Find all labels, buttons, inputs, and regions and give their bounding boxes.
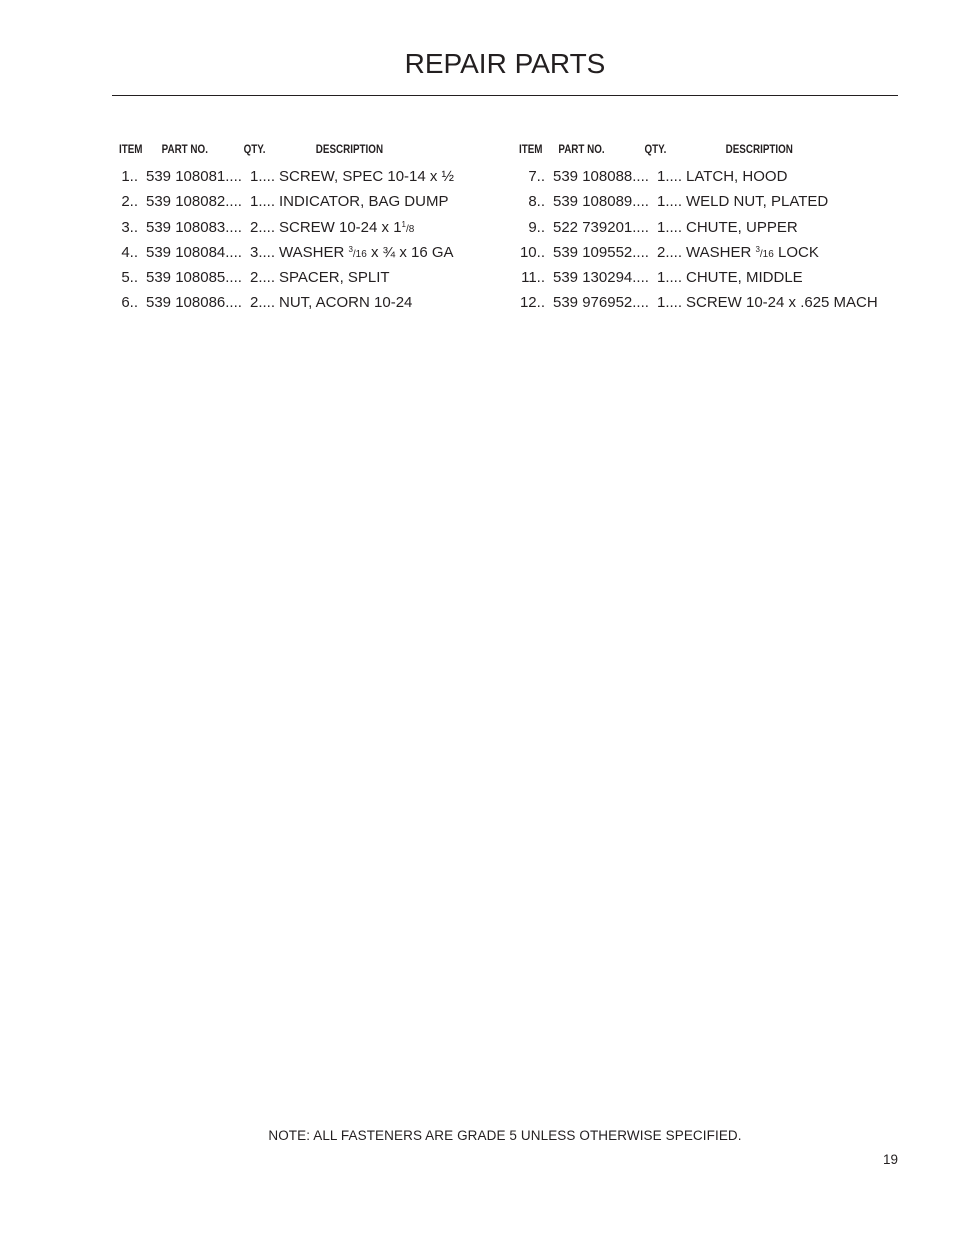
- item-number: 9..: [528, 218, 545, 236]
- item-number: 12..: [519, 294, 545, 312]
- part-number: 539 130294....: [553, 269, 649, 287]
- item-number: 4..: [121, 243, 138, 261]
- fraction-numerator: 3: [755, 244, 760, 254]
- quantity: 2....: [657, 243, 683, 261]
- item-number: 7..: [528, 168, 545, 185]
- fraction-denominator: /16: [352, 248, 367, 260]
- description: [686, 294, 878, 311]
- description-text: LATCH, HOOD: [686, 168, 788, 185]
- part-number: 539 109552....: [553, 243, 649, 261]
- header-part-no: PART NO.: [558, 142, 605, 156]
- description: [279, 168, 454, 185]
- fraction-denominator: /8: [406, 223, 415, 235]
- description-text-after: x ¾ x 16 GA: [366, 243, 454, 261]
- part-number: 522 739201....: [553, 218, 649, 236]
- description-text: SCREW, SPEC 10-14 x ½: [279, 168, 455, 185]
- quantity: 2....: [250, 269, 276, 287]
- description: [686, 269, 803, 286]
- item-number: 1..: [121, 168, 138, 185]
- part-number: 539 976952....: [553, 294, 649, 312]
- header-description: DESCRIPTION: [315, 142, 384, 156]
- part-number: 539 108088....: [553, 168, 649, 185]
- item-number: 3..: [121, 218, 138, 236]
- fastener-note: NOTE: ALL FASTENERS ARE GRADE 5 UNLESS OTHERWISE SPECIFIED.: [268, 1128, 742, 1143]
- quantity: 1....: [657, 218, 683, 236]
- description-text: INDICATOR, BAG DUMP: [279, 193, 449, 211]
- header-qty: QTY.: [644, 142, 667, 156]
- description-text: CHUTE, MIDDLE: [686, 269, 803, 287]
- quantity: 1....: [657, 294, 683, 312]
- description: [279, 244, 454, 261]
- fraction-denominator: /16: [759, 248, 774, 260]
- header-qty: QTY.: [243, 142, 266, 156]
- part-number: 539 108084....: [146, 243, 242, 261]
- part-number: 539 108081....: [146, 168, 242, 185]
- description: [279, 219, 414, 236]
- item-number: 2..: [121, 193, 138, 211]
- part-number: 539 108089....: [553, 193, 649, 211]
- page-number: 19: [882, 1152, 898, 1167]
- part-number: 539 108083....: [146, 218, 242, 236]
- description-text: SCREW 10-24 x 1: [279, 218, 402, 236]
- part-number: 539 108085....: [146, 269, 242, 287]
- fraction: [401, 219, 415, 235]
- description-text-after: LOCK: [773, 243, 819, 261]
- description: [279, 193, 448, 210]
- description: [686, 244, 819, 261]
- header-description: DESCRIPTION: [725, 142, 793, 156]
- description-text: SPACER, SPLIT: [279, 269, 390, 287]
- description-text: WELD NUT, PLATED: [686, 193, 829, 211]
- part-number: 539 108086....: [146, 294, 242, 312]
- description: [279, 269, 390, 286]
- description: [686, 193, 828, 210]
- header-item: ITEM: [119, 142, 143, 156]
- item-number: 10..: [519, 243, 545, 261]
- quantity: 1....: [250, 168, 276, 185]
- page-title: REPAIR PARTS: [404, 48, 606, 79]
- description: [686, 168, 787, 185]
- quantity: 3....: [250, 243, 276, 261]
- item-number: 6..: [121, 294, 138, 312]
- fraction: [348, 244, 367, 260]
- description-text: NUT, ACORN 10-24: [279, 294, 413, 312]
- part-number: 539 108082....: [146, 193, 242, 211]
- item-number: 11..: [521, 269, 545, 287]
- description-text: WASHER: [686, 243, 756, 261]
- description: [279, 294, 412, 311]
- description-text: CHUTE, UPPER: [686, 218, 798, 236]
- fraction-numerator: 1: [401, 219, 406, 229]
- description-text: WASHER: [279, 243, 349, 261]
- header-item: ITEM: [519, 142, 543, 156]
- title-divider: [112, 95, 898, 96]
- fraction-numerator: 3: [348, 244, 353, 254]
- quantity: 1....: [657, 193, 683, 211]
- quantity: 1....: [657, 269, 683, 287]
- quantity: 1....: [657, 168, 683, 185]
- quantity: 2....: [250, 294, 276, 312]
- quantity: 2....: [250, 218, 276, 236]
- header-part-no: PART NO.: [161, 142, 208, 156]
- description-text: SCREW 10-24 x .625 MACH: [686, 294, 878, 312]
- fraction: [755, 244, 774, 260]
- quantity: 1....: [250, 193, 276, 211]
- item-number: 8..: [528, 193, 545, 211]
- description: [686, 219, 798, 236]
- item-number: 5..: [121, 269, 138, 287]
